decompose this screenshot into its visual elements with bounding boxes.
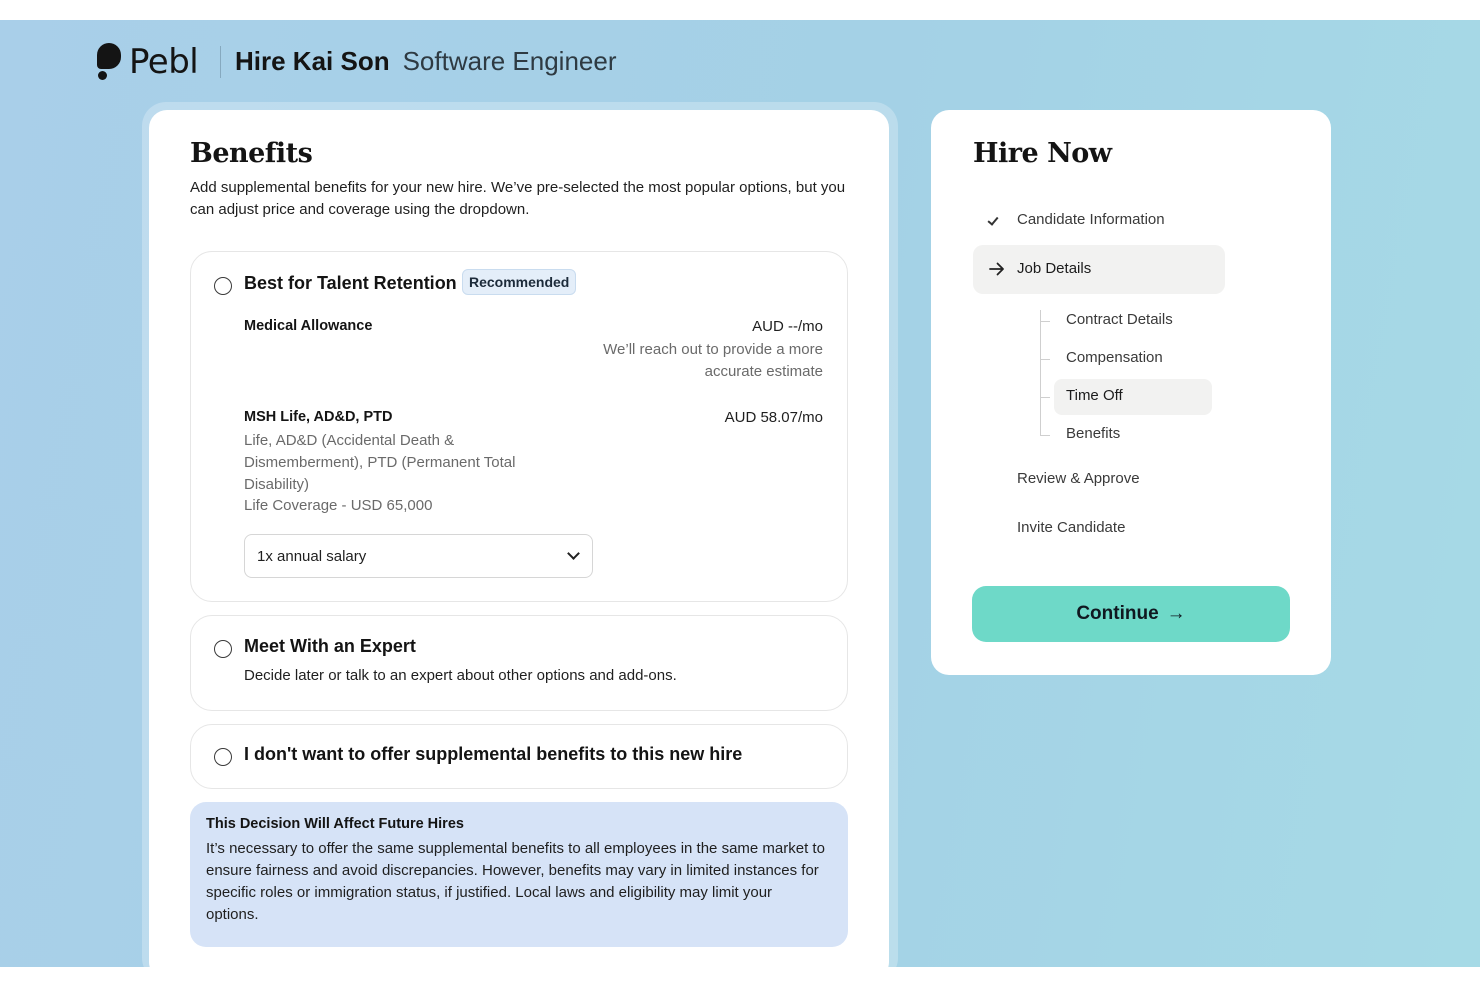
benefit-name-medical: Medical Allowance	[244, 318, 373, 334]
benefits-title: Benefits	[190, 138, 313, 169]
substep-label: Benefits	[1066, 425, 1121, 442]
benefit-price-life: AUD 58.07/mo	[724, 409, 823, 426]
benefits-card	[149, 110, 889, 967]
benefit-detail-life: Life, AD&D (Accidental Death & Dismemberment), PTD (Permanent Total Disability)	[244, 432, 516, 493]
substep-label: Compensation	[1066, 349, 1163, 366]
hire-now-title: Hire Now	[973, 138, 1112, 169]
option-no-benefits[interactable]	[190, 724, 848, 789]
arrow-right-icon: →	[1166, 603, 1186, 624]
step-label: Invite Candidate	[1017, 519, 1126, 536]
step-label: Candidate Information	[1017, 211, 1165, 228]
page-title	[235, 46, 617, 77]
logo-text: Pebl	[129, 42, 199, 82]
radio-talent-retention[interactable]	[214, 277, 232, 295]
step-label: Job Details	[1017, 260, 1092, 277]
check-icon	[987, 214, 998, 226]
arrow-right-icon	[989, 262, 1005, 276]
benefit-price-medical: AUD --/mo	[752, 318, 823, 335]
page-background	[0, 20, 1480, 967]
substep-label: Time Off	[1066, 387, 1123, 404]
substep-label: Contract Details	[1066, 311, 1173, 328]
coverage-select[interactable]	[244, 534, 593, 578]
chevron-down-icon	[567, 547, 580, 560]
notice-text: It’s necessary to offer the same supplemental benefits to all employees in the same market to ensure fairness and avoid discrepancies. However, benefits may vary in limited instances for specific roles or immigration status, if justified. Local laws and eligibility may limit your options.	[206, 840, 825, 923]
benefit-note-medical: We’ll reach out to provide a more accurate estimate	[603, 341, 823, 380]
option-title: Meet With an Expert	[244, 636, 416, 656]
option-subtitle: Decide later or talk to an expert about other options and add-ons.	[244, 667, 677, 684]
step-label: Review & Approve	[1017, 470, 1140, 487]
future-hires-notice	[190, 802, 848, 947]
notice-title: This Decision Will Affect Future Hires	[206, 816, 464, 832]
option-title: Best for Talent Retention	[244, 273, 457, 293]
benefits-description: Add supplemental benefits for your new hire. We’ve pre-selected the most popular options, but you can adjust price and coverage using the dropdown.	[190, 179, 846, 218]
benefit-name-life: MSH Life, AD&D, PTD	[244, 409, 393, 425]
benefit-coverage-life: Life Coverage - USD 65,000	[244, 497, 433, 514]
substep-benefits[interactable]	[1054, 417, 1212, 453]
substep-time-off[interactable]	[1054, 379, 1212, 415]
continue-label: Continue	[1076, 603, 1159, 624]
hire-name: Hire Kai Son	[235, 46, 390, 76]
header-divider	[220, 46, 221, 78]
option-title: I don't want to offer supplemental benefits to this new hire	[244, 744, 743, 764]
continue-button[interactable]	[972, 586, 1290, 642]
option-meet-expert[interactable]	[190, 615, 848, 711]
option-talent-retention[interactable]	[190, 251, 848, 602]
substep-compensation[interactable]	[1054, 341, 1212, 377]
pebl-logo-icon	[97, 43, 123, 81]
step-job-details[interactable]	[973, 245, 1225, 294]
recommended-badge: Recommended	[462, 269, 576, 295]
step-review-approve[interactable]	[973, 470, 1223, 492]
role-title: Software Engineer	[402, 46, 617, 76]
step-candidate-information[interactable]	[973, 211, 1223, 233]
coverage-select-value: 1x annual salary	[257, 547, 367, 565]
substep-contract-details[interactable]	[1054, 303, 1212, 339]
substep-tree-line	[1040, 310, 1041, 436]
radio-meet-expert[interactable]	[214, 640, 232, 658]
step-invite-candidate[interactable]	[973, 519, 1223, 541]
pebl-logo[interactable]	[97, 42, 198, 82]
radio-no-benefits[interactable]	[214, 748, 232, 766]
